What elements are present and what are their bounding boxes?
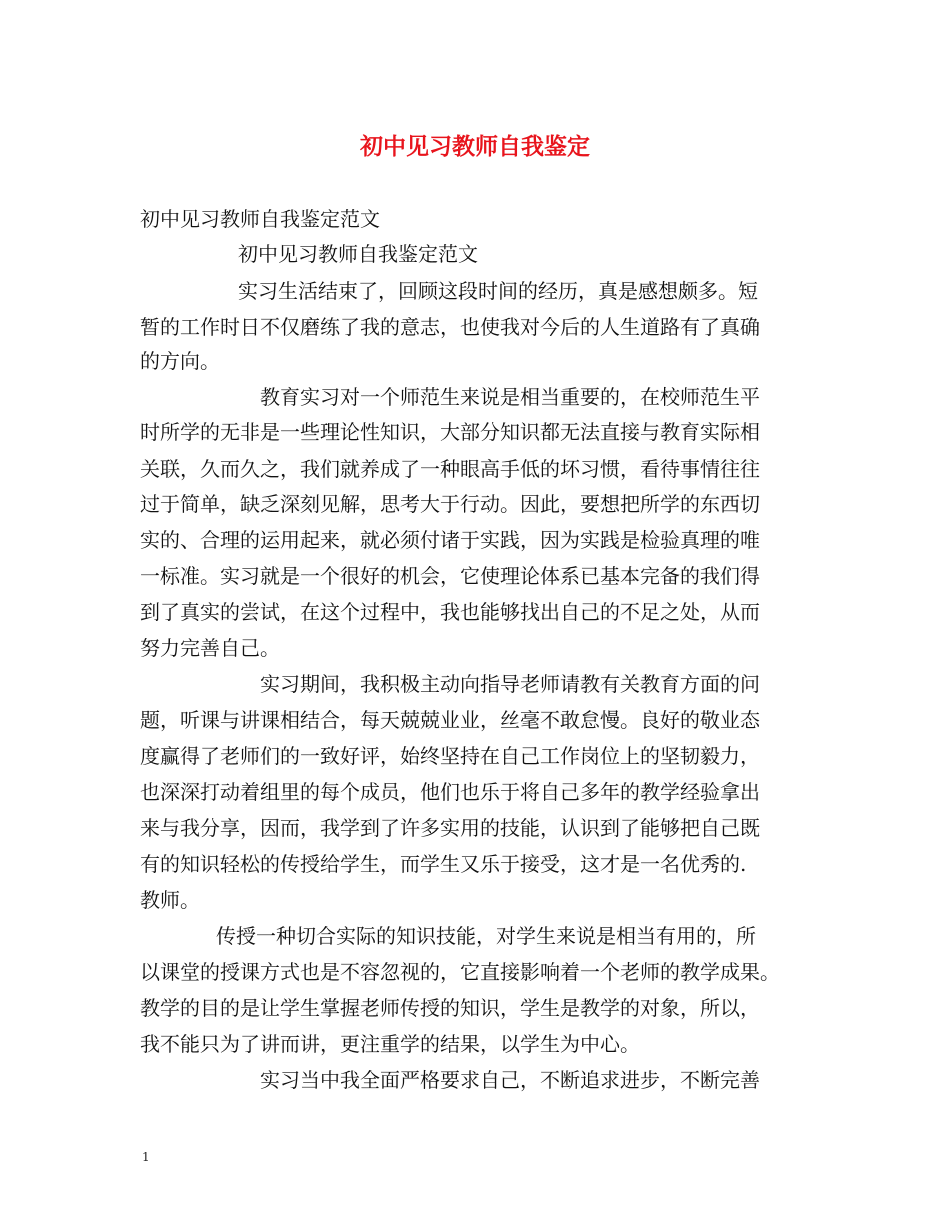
text-line: 传授一种切合实际的知识技能，对学生来说是相当有用的，所	[216, 924, 756, 948]
text-line: 初中见习教师自我鉴定范文	[140, 207, 380, 231]
text-line: 过于简单，缺乏深刻见解，思考大于行动。因此，要想把所学的东西切	[140, 492, 760, 516]
text-line: 题，听课与讲课相结合，每天兢兢业业，丝毫不敢怠慢。良好的敬业态	[140, 708, 760, 732]
text-line: 实习期间，我积极主动向指导老师请教有关教育方面的问	[260, 672, 760, 696]
text-line: 实的、合理的运用起来，就必须付诸于实践，因为实践是检验真理的唯	[140, 528, 760, 552]
text-line: 以课堂的授课方式也是不容忽视的，它直接影响着一个老师的教学成果。	[140, 960, 780, 984]
text-line: 关联，久而久之，我们就养成了一种眼高手低的坏习惯，看待事情往往	[140, 457, 760, 481]
text-line: 的方向。	[140, 349, 220, 373]
text-line: 暂的工作时日不仅磨练了我的意志，也使我对今后的人生道路有了真确	[140, 315, 760, 339]
text-line: 度赢得了老师们的一致好评，始终坚持在自己工作岗位上的坚韧毅力，	[140, 744, 760, 768]
text-line: 也深深打动着组里的每个成员，他们也乐于将自己多年的教学经验拿出	[140, 780, 760, 804]
text-line: 我不能只为了讲而讲，更注重学的结果，以学生为中心。	[140, 1032, 640, 1056]
text-line: 初中见习教师自我鉴定范文	[238, 242, 478, 266]
text-line: 来与我分享，因而，我学到了许多实用的技能，认识到了能够把自己既	[140, 816, 760, 840]
text-line: 教师。	[140, 888, 200, 912]
text-line: 有的知识轻松的传授给学生，而学生又乐于接受，这才是一名优秀的.	[140, 852, 747, 876]
text-line: 实习生活结束了，回顾这段时间的经历，真是感想颇多。短	[238, 279, 758, 303]
text-line: 时所学的无非是一些理论性知识，大部分知识都无法直接与教育实际相	[140, 420, 760, 444]
document-title: 初中见习教师自我鉴定	[360, 133, 590, 160]
text-line: 教育实习对一个师范生来说是相当重要的，在校师范生平	[260, 385, 760, 409]
text-line: 到了真实的尝试，在这个过程中，我也能够找出自己的不足之处，从而	[140, 600, 760, 624]
text-line: 努力完善自己。	[140, 636, 280, 660]
page-number: 1	[142, 1150, 150, 1164]
text-line: 一标准。实习就是一个很好的机会，它使理论体系已基本完备的我们得	[140, 564, 760, 588]
text-line: 教学的目的是让学生掌握老师传授的知识，学生是教学的对象，所以，	[140, 996, 760, 1020]
text-line: 实习当中我全面严格要求自己，不断追求进步，不断完善	[260, 1068, 760, 1092]
